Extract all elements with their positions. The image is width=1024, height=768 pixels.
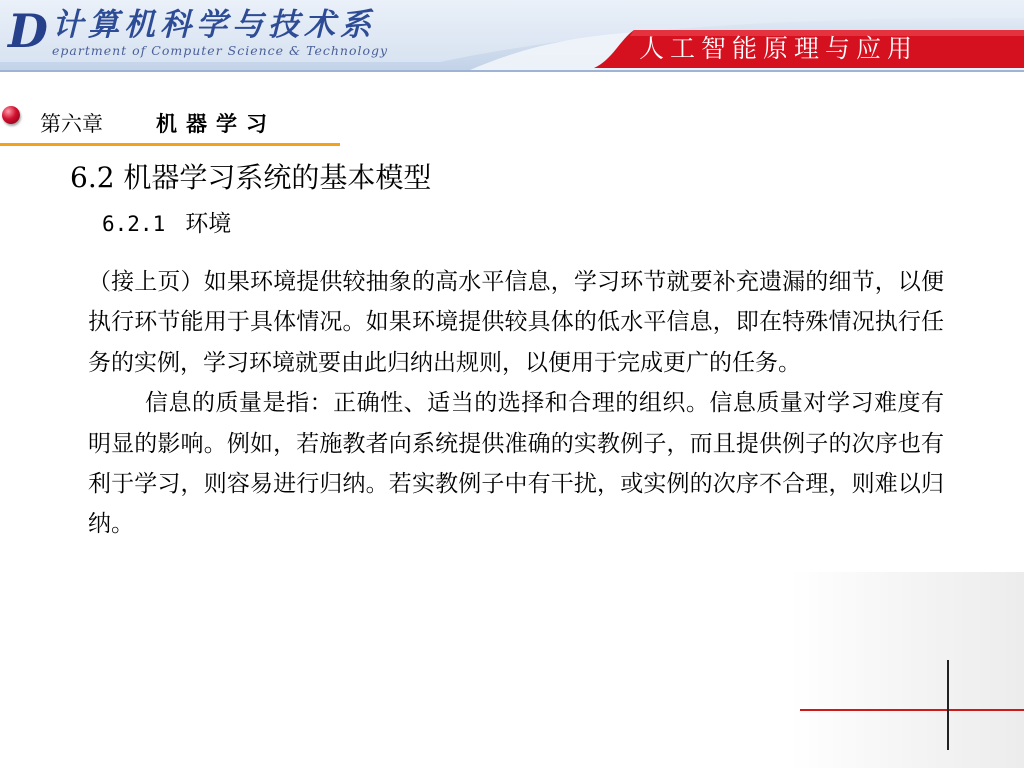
crosshair-icon-vertical bbox=[947, 660, 949, 750]
header-banner bbox=[0, 0, 1024, 70]
chapter-underline bbox=[0, 143, 340, 146]
corner-fade-decoration bbox=[790, 572, 1024, 768]
course-title: 人工智能原理与应用 bbox=[638, 34, 918, 63]
chapter-title: 机器学习 bbox=[156, 112, 276, 136]
slide-body bbox=[88, 262, 944, 545]
department-name-english: epartment of Computer Science & Technology bbox=[52, 43, 389, 58]
subsection-title: 环境 bbox=[185, 211, 232, 237]
section-title: 6.2 机器学习系统的基本模型 bbox=[70, 161, 432, 194]
body-paragraph-1: （接上页）如果环境提供较抽象的高水平信息，学习环节就要补充遗漏的细节，以便执行环节能用于具体情况。如果环境提供较具体的低水平信息，即在特殊情况执行任务的实例，学习环境就要由此归纳出规则，以便用于完成更广的任务。 bbox=[88, 269, 944, 376]
subsection-number: 6.2.1 bbox=[102, 212, 166, 236]
body-paragraph-2: 信息的质量是指：正确性、适当的选择和合理的组织。信息质量对学习难度有明显的影响。例如，若施教者向系统提供准确的实教例子，而且提供例子的次序也有利于学习，则容易进行归纳。若实教例子中有干扰，或实例的次序不合理，则难以归纳。 bbox=[88, 390, 944, 538]
subsection-heading bbox=[102, 208, 231, 240]
department-name-chinese: 计算机科学与技术系 bbox=[52, 7, 376, 43]
chapter-label: 第六章 bbox=[40, 112, 103, 136]
department-logo-letter: D bbox=[8, 4, 48, 58]
header-divider bbox=[0, 70, 1024, 72]
crosshair-icon-horizontal bbox=[800, 709, 1024, 711]
red-ball-bullet-icon bbox=[2, 106, 20, 124]
